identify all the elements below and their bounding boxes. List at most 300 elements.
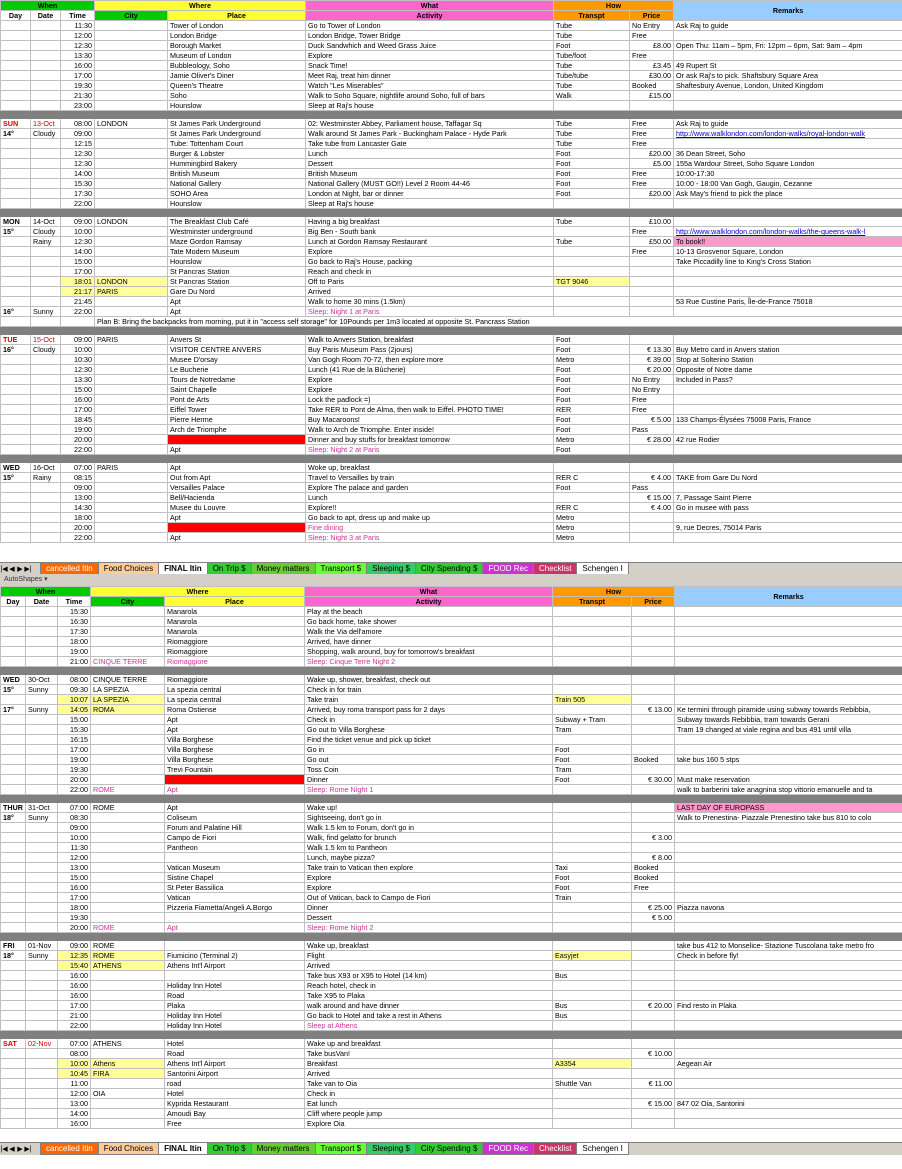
remarks-cell[interactable]: 7, Passage Saint Pierre: [674, 493, 902, 503]
date-cell[interactable]: [26, 725, 58, 735]
city-cell[interactable]: [95, 51, 168, 61]
time-cell[interactable]: 22:00: [61, 533, 95, 543]
date-cell[interactable]: [31, 101, 61, 111]
city-cell[interactable]: [95, 129, 168, 139]
transport-cell[interactable]: Foot: [553, 883, 632, 893]
date-cell[interactable]: Cloudy: [31, 345, 61, 355]
day-cell[interactable]: [1, 637, 26, 647]
remarks-cell[interactable]: [675, 745, 902, 755]
place-cell[interactable]: road: [165, 1079, 305, 1089]
time-cell[interactable]: 09:00: [61, 483, 95, 493]
price-cell[interactable]: [630, 267, 674, 277]
date-cell[interactable]: [26, 775, 58, 785]
activity-cell[interactable]: Wake up, breakfast: [305, 941, 553, 951]
date-cell[interactable]: [31, 61, 61, 71]
remarks-cell[interactable]: 10:00-17:30: [674, 169, 902, 179]
transport-cell[interactable]: Bus: [553, 971, 632, 981]
date-cell[interactable]: [26, 823, 58, 833]
remarks-cell[interactable]: take bus 160 5 stps: [675, 755, 902, 765]
time-cell[interactable]: 13:00: [58, 863, 91, 873]
activity-cell[interactable]: Van Gogh Room 70-72, then explore more: [306, 355, 554, 365]
day-cell[interactable]: [1, 365, 31, 375]
place-cell[interactable]: SOHO Area: [168, 189, 306, 199]
city-cell[interactable]: [95, 493, 168, 503]
price-cell[interactable]: € 20.00: [632, 1001, 675, 1011]
price-cell[interactable]: Free: [632, 883, 675, 893]
date-cell[interactable]: [26, 735, 58, 745]
place-cell[interactable]: Borough Market: [168, 41, 306, 51]
date-cell[interactable]: [26, 863, 58, 873]
transport-cell[interactable]: [553, 1099, 632, 1109]
remarks-cell[interactable]: 49 Rupert St: [674, 61, 902, 71]
activity-cell[interactable]: National Gallery (MUST GO!!) Level 2 Room 44-46: [306, 179, 554, 189]
time-cell[interactable]: 18:45: [61, 415, 95, 425]
transport-cell[interactable]: [553, 627, 632, 637]
price-cell[interactable]: No Entry: [630, 385, 674, 395]
day-cell[interactable]: [1, 179, 31, 189]
day-cell[interactable]: [1, 695, 26, 705]
remarks-cell[interactable]: [674, 335, 902, 345]
date-cell[interactable]: [26, 755, 58, 765]
remarks-cell[interactable]: [675, 961, 902, 971]
transport-cell[interactable]: RER C: [554, 503, 630, 513]
remarks-cell[interactable]: [675, 637, 902, 647]
date-cell[interactable]: [31, 179, 61, 189]
place-cell[interactable]: Free: [165, 1119, 305, 1129]
date-cell[interactable]: [26, 785, 58, 795]
sheet-tab[interactable]: City Spending $: [415, 1143, 483, 1155]
date-cell[interactable]: [31, 41, 61, 51]
activity-cell[interactable]: Meet Raj, treat him dinner: [306, 71, 554, 81]
price-cell[interactable]: [632, 971, 675, 981]
sheet-tab[interactable]: FOOD Rec: [482, 1143, 534, 1155]
day-cell[interactable]: [1, 991, 26, 1001]
transport-cell[interactable]: Train 505: [553, 695, 632, 705]
day-cell[interactable]: 15°: [1, 473, 31, 483]
price-cell[interactable]: [632, 923, 675, 933]
time-cell[interactable]: 21:45: [61, 297, 95, 307]
remarks-cell[interactable]: Go in musee with pass: [674, 503, 902, 513]
date-cell[interactable]: [26, 1109, 58, 1119]
date-cell[interactable]: [31, 287, 61, 297]
time-cell[interactable]: 20:00: [61, 435, 95, 445]
day-cell[interactable]: [1, 237, 31, 247]
place-cell[interactable]: Bubbleology, Soho: [168, 61, 306, 71]
place-cell[interactable]: Hounslow: [168, 101, 306, 111]
date-cell[interactable]: [31, 81, 61, 91]
day-cell[interactable]: [1, 395, 31, 405]
city-cell[interactable]: [95, 435, 168, 445]
date-cell[interactable]: [31, 159, 61, 169]
transport-cell[interactable]: Metro: [554, 513, 630, 523]
transport-cell[interactable]: Train: [553, 893, 632, 903]
activity-cell[interactable]: Take RER to Pont de Alma, then walk to Eiffel. PHOTO TIME!: [306, 405, 554, 415]
day-cell[interactable]: [1, 101, 31, 111]
price-cell[interactable]: Booked: [630, 81, 674, 91]
price-cell[interactable]: [630, 199, 674, 209]
place-cell[interactable]: Riomaggiore: [165, 675, 305, 685]
time-cell[interactable]: 14:05: [58, 705, 91, 715]
time-cell[interactable]: 15:00: [61, 385, 95, 395]
remarks-cell[interactable]: [675, 873, 902, 883]
time-cell[interactable]: 20:00: [61, 523, 95, 533]
city-cell[interactable]: [95, 307, 168, 317]
day-cell[interactable]: [1, 785, 26, 795]
city-cell[interactable]: LA SPEZIA: [91, 685, 165, 695]
remarks-cell[interactable]: take bus 412 to Monselice- Stazione Tuscolana take metro fro: [675, 941, 902, 951]
price-cell[interactable]: [630, 101, 674, 111]
activity-cell[interactable]: Sleep: Cinque Terre Night 2: [305, 657, 553, 667]
date-cell[interactable]: [26, 695, 58, 705]
time-cell[interactable]: 16:15: [58, 735, 91, 745]
time-cell[interactable]: 10:00: [61, 345, 95, 355]
price-cell[interactable]: £30.00: [630, 71, 674, 81]
activity-cell[interactable]: Find the ticket venue and pick up ticket: [305, 735, 553, 745]
city-cell[interactable]: [95, 395, 168, 405]
date-cell[interactable]: [31, 533, 61, 543]
day-cell[interactable]: [1, 425, 31, 435]
place-cell[interactable]: VISITOR CENTRE ANVERS: [168, 345, 306, 355]
time-cell[interactable]: 07:00: [61, 463, 95, 473]
date-cell[interactable]: [31, 445, 61, 455]
price-cell[interactable]: £20.00: [630, 149, 674, 159]
next-sheet-icon[interactable]: ▶: [17, 566, 23, 573]
price-cell[interactable]: Free: [630, 129, 674, 139]
city-cell[interactable]: [91, 981, 165, 991]
day-cell[interactable]: [1, 159, 31, 169]
transport-cell[interactable]: [553, 961, 632, 971]
day-cell[interactable]: [1, 725, 26, 735]
day-cell[interactable]: [1, 1089, 26, 1099]
remarks-cell[interactable]: [675, 675, 902, 685]
transport-cell[interactable]: [553, 1089, 632, 1099]
time-cell[interactable]: 17:00: [58, 745, 91, 755]
city-cell[interactable]: ROME: [91, 803, 165, 813]
time-cell[interactable]: 17:00: [58, 1001, 91, 1011]
day-cell[interactable]: [1, 853, 26, 863]
time-cell[interactable]: 14:00: [58, 1109, 91, 1119]
day-cell[interactable]: [1, 1119, 26, 1129]
time-cell[interactable]: 15:00: [58, 715, 91, 725]
city-cell[interactable]: CINQUE TERRE: [91, 675, 165, 685]
autoshapes-menu[interactable]: AutoShapes ▾: [4, 576, 48, 583]
city-cell[interactable]: [91, 1011, 165, 1021]
remarks-cell[interactable]: [674, 277, 902, 287]
price-cell[interactable]: [630, 307, 674, 317]
day-cell[interactable]: [1, 61, 31, 71]
time-cell[interactable]: 10:45: [58, 1069, 91, 1079]
remarks-cell[interactable]: [675, 843, 902, 853]
place-cell[interactable]: Roma Ostiense: [165, 705, 305, 715]
activity-cell[interactable]: Walk to Soho Square, nightlife around Soho, full of bars: [306, 91, 554, 101]
city-cell[interactable]: [91, 813, 165, 823]
activity-cell[interactable]: Take van to Oia: [305, 1079, 553, 1089]
price-cell[interactable]: € 30.00: [632, 775, 675, 785]
place-cell[interactable]: Villa Borghese: [165, 745, 305, 755]
remarks-cell[interactable]: Take Piccadilly line to King's Cross Station: [674, 257, 902, 267]
place-cell[interactable]: London Bridge: [168, 31, 306, 41]
day-cell[interactable]: [1, 1109, 26, 1119]
date-cell[interactable]: [31, 297, 61, 307]
day-cell[interactable]: [1, 735, 26, 745]
remarks-cell[interactable]: [675, 607, 902, 617]
remarks-cell[interactable]: [674, 405, 902, 415]
price-cell[interactable]: £50.00: [630, 237, 674, 247]
sheet-tab[interactable]: Checklist: [533, 563, 577, 575]
place-cell[interactable]: Pierre Herme: [168, 415, 306, 425]
activity-cell[interactable]: Watch "Les Miserables": [306, 81, 554, 91]
transport-cell[interactable]: [553, 637, 632, 647]
date-cell[interactable]: [26, 1089, 58, 1099]
day-cell[interactable]: [1, 149, 31, 159]
city-cell[interactable]: [95, 297, 168, 307]
time-cell[interactable]: 09:00: [61, 129, 95, 139]
place-cell[interactable]: Vatican Museum: [165, 863, 305, 873]
activity-cell[interactable]: Fine dining: [306, 523, 554, 533]
place-cell[interactable]: Saint Chapelle: [168, 385, 306, 395]
transport-cell[interactable]: Tube: [554, 81, 630, 91]
transport-cell[interactable]: Foot: [554, 159, 630, 169]
activity-cell[interactable]: Explore: [305, 873, 553, 883]
transport-cell[interactable]: [553, 617, 632, 627]
remarks-cell[interactable]: Included in Pass?: [674, 375, 902, 385]
price-cell[interactable]: € 8.00: [632, 853, 675, 863]
activity-cell[interactable]: Big Ben - South bank: [306, 227, 554, 237]
city-cell[interactable]: [91, 1001, 165, 1011]
city-cell[interactable]: [91, 873, 165, 883]
activity-cell[interactable]: Walk 1.5 km to Pantheon: [305, 843, 553, 853]
transport-cell[interactable]: [553, 735, 632, 745]
transport-cell[interactable]: [553, 853, 632, 863]
place-cell[interactable]: Manarola: [165, 617, 305, 627]
time-cell[interactable]: 10:00: [58, 833, 91, 843]
price-cell[interactable]: [632, 803, 675, 813]
time-cell[interactable]: 21:00: [58, 1011, 91, 1021]
city-cell[interactable]: [91, 843, 165, 853]
activity-cell[interactable]: Lunch: [306, 149, 554, 159]
remarks-cell[interactable]: [675, 1079, 902, 1089]
date-cell[interactable]: [31, 51, 61, 61]
price-cell[interactable]: [630, 533, 674, 543]
day-cell[interactable]: [1, 435, 31, 445]
city-cell[interactable]: [91, 833, 165, 843]
remarks-cell[interactable]: Shaftesbury Avenue, London, United Kingdom: [674, 81, 902, 91]
activity-cell[interactable]: Walk to Anvers Station, breakfast: [306, 335, 554, 345]
transport-cell[interactable]: [553, 913, 632, 923]
remarks-cell[interactable]: [675, 657, 902, 667]
day-cell[interactable]: [1, 297, 31, 307]
day-cell[interactable]: 15°: [1, 685, 26, 695]
activity-cell[interactable]: Lunch, maybe pizza?: [305, 853, 553, 863]
transport-cell[interactable]: [553, 1069, 632, 1079]
date-cell[interactable]: [31, 523, 61, 533]
transport-cell[interactable]: [553, 813, 632, 823]
date-cell[interactable]: [26, 981, 58, 991]
day-cell[interactable]: [1, 715, 26, 725]
transport-cell[interactable]: Foot: [554, 179, 630, 189]
time-cell[interactable]: 15:30: [61, 179, 95, 189]
time-cell[interactable]: 09:30: [58, 685, 91, 695]
city-cell[interactable]: [91, 863, 165, 873]
prev-sheet-icon[interactable]: ◀: [9, 566, 15, 573]
city-cell[interactable]: [91, 903, 165, 913]
time-cell[interactable]: 10:30: [61, 355, 95, 365]
activity-cell[interactable]: Go back to Raj's House, packing: [306, 257, 554, 267]
time-cell[interactable]: 12:30: [61, 237, 95, 247]
remarks-cell[interactable]: Tram 19 changed at viale regina and bus 491 until villa: [675, 725, 902, 735]
time-cell[interactable]: 23:00: [61, 101, 95, 111]
city-cell[interactable]: [95, 91, 168, 101]
city-cell[interactable]: OIA: [91, 1089, 165, 1099]
transport-cell[interactable]: Subway + Tram: [553, 715, 632, 725]
city-cell[interactable]: [95, 425, 168, 435]
day-cell[interactable]: [1, 981, 26, 991]
date-cell[interactable]: [26, 765, 58, 775]
day-cell[interactable]: [1, 1011, 26, 1021]
date-cell[interactable]: Sunny: [26, 813, 58, 823]
date-cell[interactable]: 31-Oct: [26, 803, 58, 813]
date-cell[interactable]: [31, 415, 61, 425]
city-cell[interactable]: [95, 81, 168, 91]
place-cell[interactable]: St James Park Underground: [168, 129, 306, 139]
time-cell[interactable]: 22:00: [58, 785, 91, 795]
date-cell[interactable]: [31, 189, 61, 199]
date-cell[interactable]: Rainy: [31, 473, 61, 483]
time-cell[interactable]: 15:00: [61, 257, 95, 267]
remarks-cell[interactable]: Check in before fly!: [675, 951, 902, 961]
city-cell[interactable]: [95, 445, 168, 455]
transport-cell[interactable]: Tube/tube: [554, 71, 630, 81]
date-cell[interactable]: [26, 1049, 58, 1059]
price-cell[interactable]: Free: [630, 31, 674, 41]
remarks-cell[interactable]: To book!!: [674, 237, 902, 247]
place-cell[interactable]: [165, 775, 305, 785]
transport-cell[interactable]: RER C: [554, 473, 630, 483]
day-cell[interactable]: [1, 971, 26, 981]
date-cell[interactable]: [26, 1119, 58, 1129]
sheet-tab[interactable]: On Trip $: [207, 1143, 252, 1155]
remarks-cell[interactable]: [675, 647, 902, 657]
time-cell[interactable]: 19:00: [61, 425, 95, 435]
remarks-cell[interactable]: [675, 923, 902, 933]
day-cell[interactable]: 14°: [1, 129, 31, 139]
city-cell[interactable]: [91, 647, 165, 657]
city-cell[interactable]: FIRA: [91, 1069, 165, 1079]
activity-cell[interactable]: Arrived, have dinner: [305, 637, 553, 647]
activity-cell[interactable]: Go back to Hotel and take a rest in Athens: [305, 1011, 553, 1021]
price-cell[interactable]: € 13.00: [632, 705, 675, 715]
city-cell[interactable]: CINQUE TERRE: [91, 657, 165, 667]
time-cell[interactable]: 19:30: [58, 913, 91, 923]
date-cell[interactable]: 30-Oct: [26, 675, 58, 685]
date-cell[interactable]: [31, 247, 61, 257]
time-cell[interactable]: 17:30: [58, 627, 91, 637]
activity-cell[interactable]: Go out: [305, 755, 553, 765]
price-cell[interactable]: [630, 335, 674, 345]
city-cell[interactable]: [95, 523, 168, 533]
remarks-cell[interactable]: Or ask Raj's to pick. Shaftsbury Square Area: [674, 71, 902, 81]
activity-cell[interactable]: Off to Paris: [306, 277, 554, 287]
remarks-cell[interactable]: [675, 617, 902, 627]
city-cell[interactable]: [91, 745, 165, 755]
time-cell[interactable]: 17:00: [61, 71, 95, 81]
price-cell[interactable]: [632, 981, 675, 991]
city-cell[interactable]: [91, 971, 165, 981]
date-cell[interactable]: [26, 627, 58, 637]
city-cell[interactable]: LA SPEZIA: [91, 695, 165, 705]
price-cell[interactable]: [632, 1039, 675, 1049]
place-cell[interactable]: [165, 853, 305, 863]
price-cell[interactable]: € 28.00: [630, 435, 674, 445]
sheet-tab[interactable]: Transport $: [315, 1143, 368, 1155]
price-cell[interactable]: No Entry: [630, 375, 674, 385]
date-cell[interactable]: 02-Nov: [26, 1039, 58, 1049]
day-cell[interactable]: [1, 317, 31, 327]
activity-cell[interactable]: Explore: [306, 247, 554, 257]
place-cell[interactable]: Apt: [168, 533, 306, 543]
date-cell[interactable]: [31, 317, 61, 327]
date-cell[interactable]: [26, 657, 58, 667]
transport-cell[interactable]: [554, 247, 630, 257]
remarks-cell[interactable]: LAST DAY OF EUROPASS: [675, 803, 902, 813]
city-cell[interactable]: [95, 503, 168, 513]
transport-cell[interactable]: [553, 685, 632, 695]
place-cell[interactable]: British Museum: [168, 169, 306, 179]
time-cell[interactable]: 16:00: [58, 883, 91, 893]
transport-cell[interactable]: [554, 227, 630, 237]
city-cell[interactable]: ATHENS: [91, 961, 165, 971]
date-cell[interactable]: [31, 139, 61, 149]
activity-cell[interactable]: Flight: [305, 951, 553, 961]
date-cell[interactable]: [26, 991, 58, 1001]
transport-cell[interactable]: Foot: [554, 365, 630, 375]
city-cell[interactable]: PARIS: [95, 463, 168, 473]
time-cell[interactable]: 18:00: [61, 513, 95, 523]
city-cell[interactable]: [95, 365, 168, 375]
activity-cell[interactable]: Duck Sandwhich and Weed Grass Juice: [306, 41, 554, 51]
remarks-cell[interactable]: [675, 833, 902, 843]
city-cell[interactable]: [95, 257, 168, 267]
place-cell[interactable]: Tours de Notredame: [168, 375, 306, 385]
place-cell[interactable]: [168, 435, 306, 445]
time-cell[interactable]: [61, 317, 95, 327]
city-cell[interactable]: ATHENS: [91, 1039, 165, 1049]
transport-cell[interactable]: [554, 307, 630, 317]
price-cell[interactable]: [632, 941, 675, 951]
day-cell[interactable]: [1, 355, 31, 365]
day-cell[interactable]: [1, 1069, 26, 1079]
city-cell[interactable]: [95, 513, 168, 523]
remarks-cell[interactable]: Must make reservation: [675, 775, 902, 785]
activity-cell[interactable]: Check in: [305, 1089, 553, 1099]
date-cell[interactable]: [26, 617, 58, 627]
day-cell[interactable]: [1, 375, 31, 385]
date-cell[interactable]: [31, 71, 61, 81]
transport-cell[interactable]: Foot: [553, 745, 632, 755]
time-cell[interactable]: 19:00: [58, 755, 91, 765]
place-cell[interactable]: Sistine Chapel: [165, 873, 305, 883]
time-cell[interactable]: 14:00: [61, 169, 95, 179]
remarks-cell[interactable]: [675, 1049, 902, 1059]
transport-cell[interactable]: A3354: [553, 1059, 632, 1069]
transport-cell[interactable]: Tube: [554, 129, 630, 139]
transport-cell[interactable]: Walk: [554, 91, 630, 101]
time-cell[interactable]: 22:00: [61, 199, 95, 209]
activity-cell[interactable]: Eat lunch: [305, 1099, 553, 1109]
time-cell[interactable]: 21:17: [61, 287, 95, 297]
price-cell[interactable]: € 5.00: [632, 913, 675, 923]
day-cell[interactable]: [1, 199, 31, 209]
